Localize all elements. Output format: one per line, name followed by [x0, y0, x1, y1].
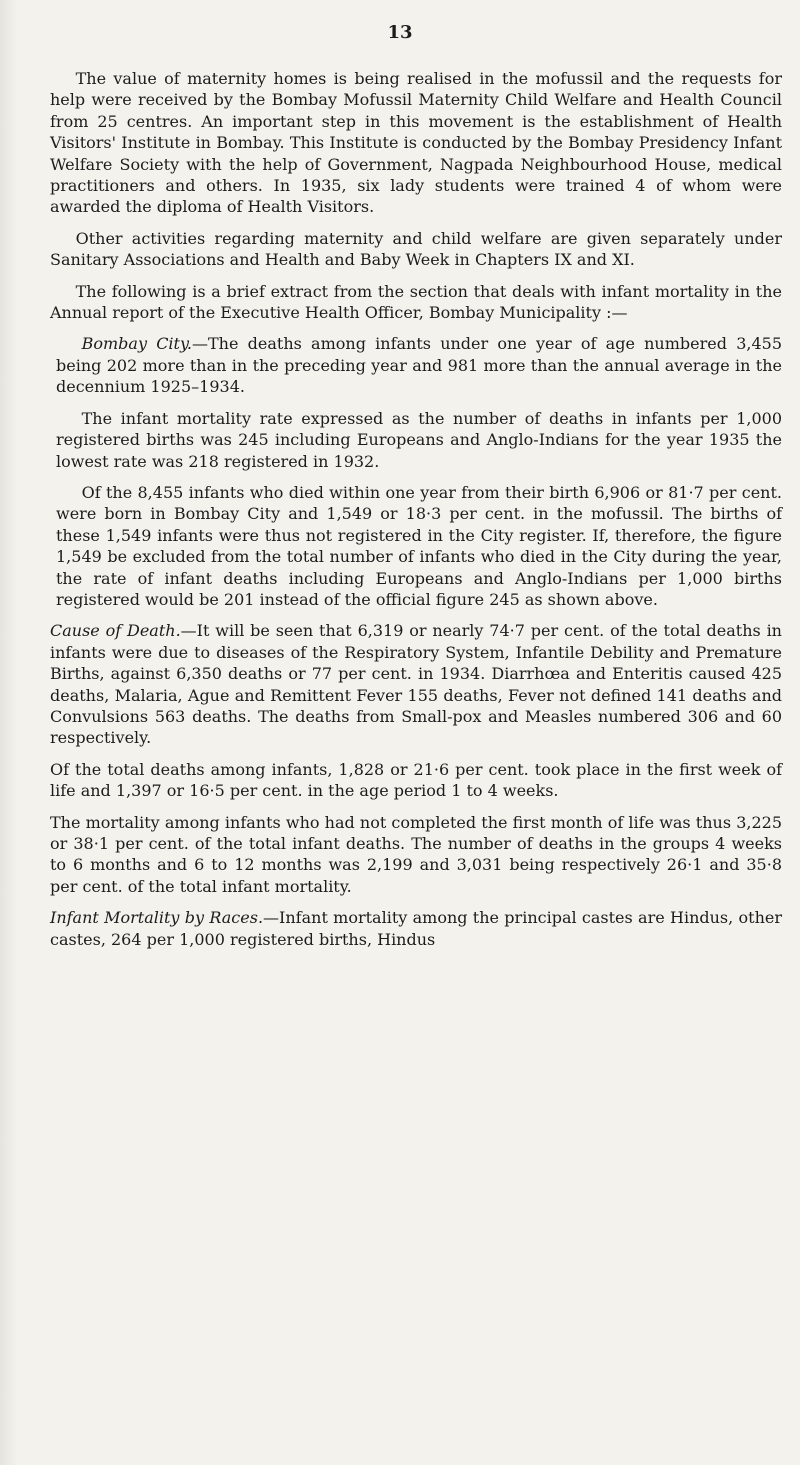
- heading-bombay-city: Bombay City.: [81, 334, 192, 354]
- heading-cause-of-death: Cause of Death.: [50, 621, 181, 641]
- paragraph-first-week: Of the total deaths among infants, 1,828 or 21·6 per cent. took place in the first week of life and 1,397 or 16·5 per cent. in the age period 1 to 4 weeks.: [50, 759, 782, 801]
- heading-mortality-by-races: Infant Mortality by Races.: [50, 908, 264, 928]
- text-cause-of-death: —It will be seen that 6,319 or nearly 74·7 per cent. of the total deaths in infants were due to diseases of the Respiratory System, Infantile Debility and Premature Births, against 6,350 deaths or 77 per cent. in 1934. Diarrhœa and Enteritis caused 425 deaths, Malaria, Ague and Remittent Fever 155 deaths, Fever not defined 141 deaths and Convulsions 563 deaths. The deaths from Small-pox and Measles numbered 306 and 60 respectively.: [50, 621, 782, 748]
- paragraph-extract-intro: The following is a brief extract from the section that deals with infant mortality in the Annual report of the Executive Health Officer, Bombay Municipality :—: [50, 281, 782, 323]
- paragraph-infants-died: Of the 8,455 infants who died within one year from their birth 6,906 or 81·7 per cent. were born in Bombay City and 1,549 or 18·3 per cent. in the mofussil. The births of these 1,549 infants were thus not registered in the City register. If, therefore, the figure 1,549 be excluded from the total number of infants who died in the City during the year, the rate of infant deaths including Europeans and Anglo-Indians per 1,000 births registered would be 201 instead of the official figure 245 as shown above.: [56, 482, 782, 609]
- paragraph-bombay-city: [56, 333, 782, 397]
- text-mortality-by-races: —Infant mortality among the principal castes are Hindus, other castes, 264 per 1,000 registered births, Hindus: [50, 908, 783, 949]
- page-number: 13: [387, 22, 413, 43]
- paragraph-cause-of-death: [50, 620, 782, 748]
- paragraph-mortality-rate: The infant mortality rate expressed as the number of deaths in infants per 1,000 registered births was 245 including Europeans and Anglo-Indians for the year 1935 the lowest rate was 218 registered in 1932.: [56, 408, 782, 471]
- quoted-extract: [50, 333, 782, 610]
- paragraph-first-month: The mortality among infants who had not completed the first month of life was thus 3,225 or 38·1 per cent. of the total infant deaths. The number of deaths in the groups 4 weeks to 6 months and 6 to 12 months was 2,199 and 3,031 being respectively 26·1 and 35·8 per cent. of the total infant mortality.: [50, 812, 782, 896]
- page-edge-shadow: [0, 0, 18, 1465]
- paragraph-mortality-by-races: [50, 907, 782, 950]
- paragraph-maternity-homes: The value of maternity homes is being realised in the mofussil and the requests for help were received by the Bombay Mofussil Maternity Child Welfare and Health Council from 25 centres. An important step in this movement is the establishment of Health Visitors' Institute in Bombay. This Institute is conducted by the Bombay Presidency Infant Welfare Society with the help of Government, Nagpada Neighbourhood House, medical practitioners and others. In 1935, six lady students were trained 4 of whom were awarded the diploma of Health Visitors.: [50, 69, 782, 217]
- text-bombay-city: —The deaths among infants under one year of age numbered 3,455 being 202 more than in the preceding year and 981 more than the annual average in the decennium 1925–1934.: [56, 334, 782, 397]
- paragraph-other-activities: Other activities regarding maternity and child welfare are given separately under Sanitary Associations and Health and Baby Week in Chapters IX and XI.: [50, 228, 782, 270]
- page-body: [50, 68, 782, 960]
